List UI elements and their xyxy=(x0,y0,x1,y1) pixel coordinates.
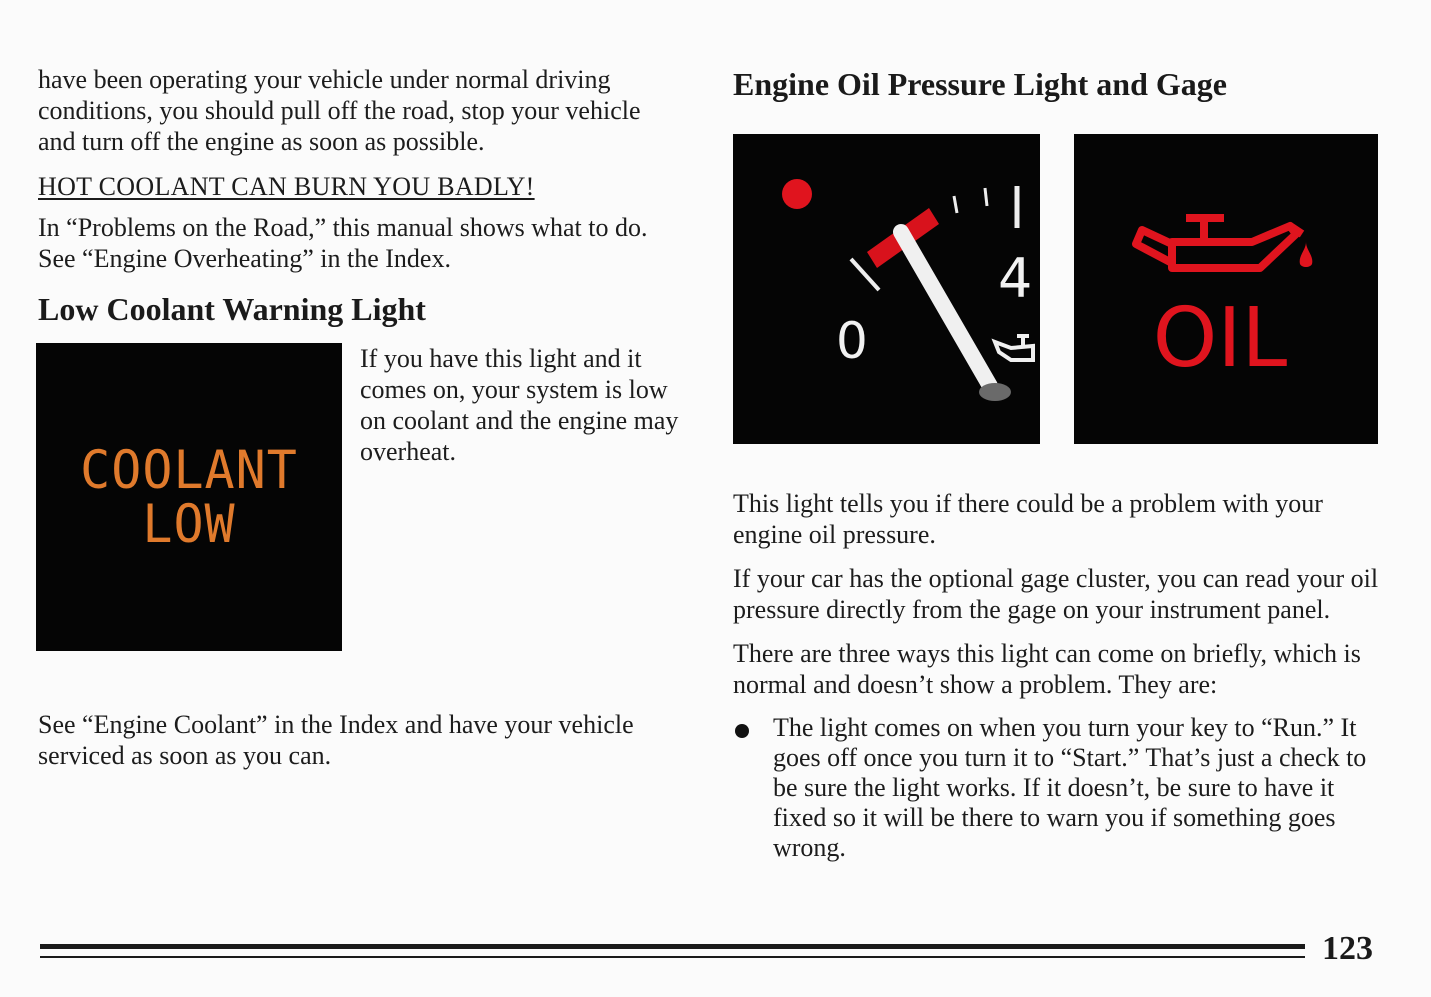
gauge-tick xyxy=(954,196,957,213)
footer-rule-thin xyxy=(40,956,1305,958)
list-item-text: The light comes on when you turn your key to “Run.” It goes off once you turn it to “Start.” That’s just a check to be sure the light works. If it doesn’t, be sure to have it fixed so it will be there to warn you if something goes wrong. xyxy=(773,713,1367,862)
hot-coolant-warning: HOT COOLANT CAN BURN YOU BADLY! xyxy=(38,172,535,201)
oil-light-label: OIL xyxy=(1152,291,1288,386)
three-ways-paragraph: There are three ways this light can come on briefly, which is normal and doesn’t show a problem. They are: xyxy=(733,639,1361,699)
oil-light-svg xyxy=(1074,134,1378,444)
oil-light-paragraph: This light tells you if there could be a problem with your engine oil pressure. xyxy=(733,489,1323,549)
coolant-low-light-image xyxy=(36,343,342,651)
gauge-tick xyxy=(985,188,987,206)
right-column xyxy=(733,64,1383,863)
coolant-description: If you have this light and it comes on, your system is low on coolant and the engine may overheat. xyxy=(360,344,679,466)
low-coolant-heading: Low Coolant Warning Light xyxy=(38,291,426,327)
gauge-label-zero: 0 xyxy=(836,312,868,370)
gage-cluster-paragraph: If your car has the optional gage cluster, you can read your oil pressure directly from the gage on your instrument panel. xyxy=(733,564,1379,624)
oil-can-icon xyxy=(1136,218,1302,268)
bullet-list xyxy=(733,713,1383,863)
coolant-label: COOLANT xyxy=(80,439,298,501)
intro-paragraph: have been operating your vehicle under normal driving conditions, you should pull off the road, stop your vehicle and turn off the engine as soon as possible. xyxy=(38,65,641,156)
problems-paragraph: In “Problems on the Road,” this manual shows what to do. See “Engine Overheating” in the Index. xyxy=(38,213,648,273)
coolant-block xyxy=(38,343,679,673)
low-label: LOW xyxy=(142,493,236,555)
gauge-svg xyxy=(733,134,1040,444)
footer-rule-thick xyxy=(40,944,1305,949)
needle-hub xyxy=(979,383,1011,401)
red-indicator-dot xyxy=(782,179,812,209)
oil-drop-icon xyxy=(1300,242,1313,267)
oil-warning-light-image xyxy=(1074,134,1378,444)
page-number: 123 xyxy=(1322,930,1373,967)
oil-pressure-heading: Engine Oil Pressure Light and Gage xyxy=(733,66,1227,102)
oil-can-mini-icon xyxy=(995,336,1033,360)
oil-pressure-gauge-image xyxy=(733,134,1040,444)
gauge-needle xyxy=(901,232,990,386)
oil-images xyxy=(733,134,1383,446)
see-engine-coolant-paragraph: See “Engine Coolant” in the Index and have your vehicle serviced as soon as you can. xyxy=(38,710,634,770)
list-item xyxy=(733,713,1383,863)
gauge-label-four: 4 xyxy=(998,247,1033,310)
left-column xyxy=(38,64,679,771)
bullet-icon xyxy=(735,724,749,738)
